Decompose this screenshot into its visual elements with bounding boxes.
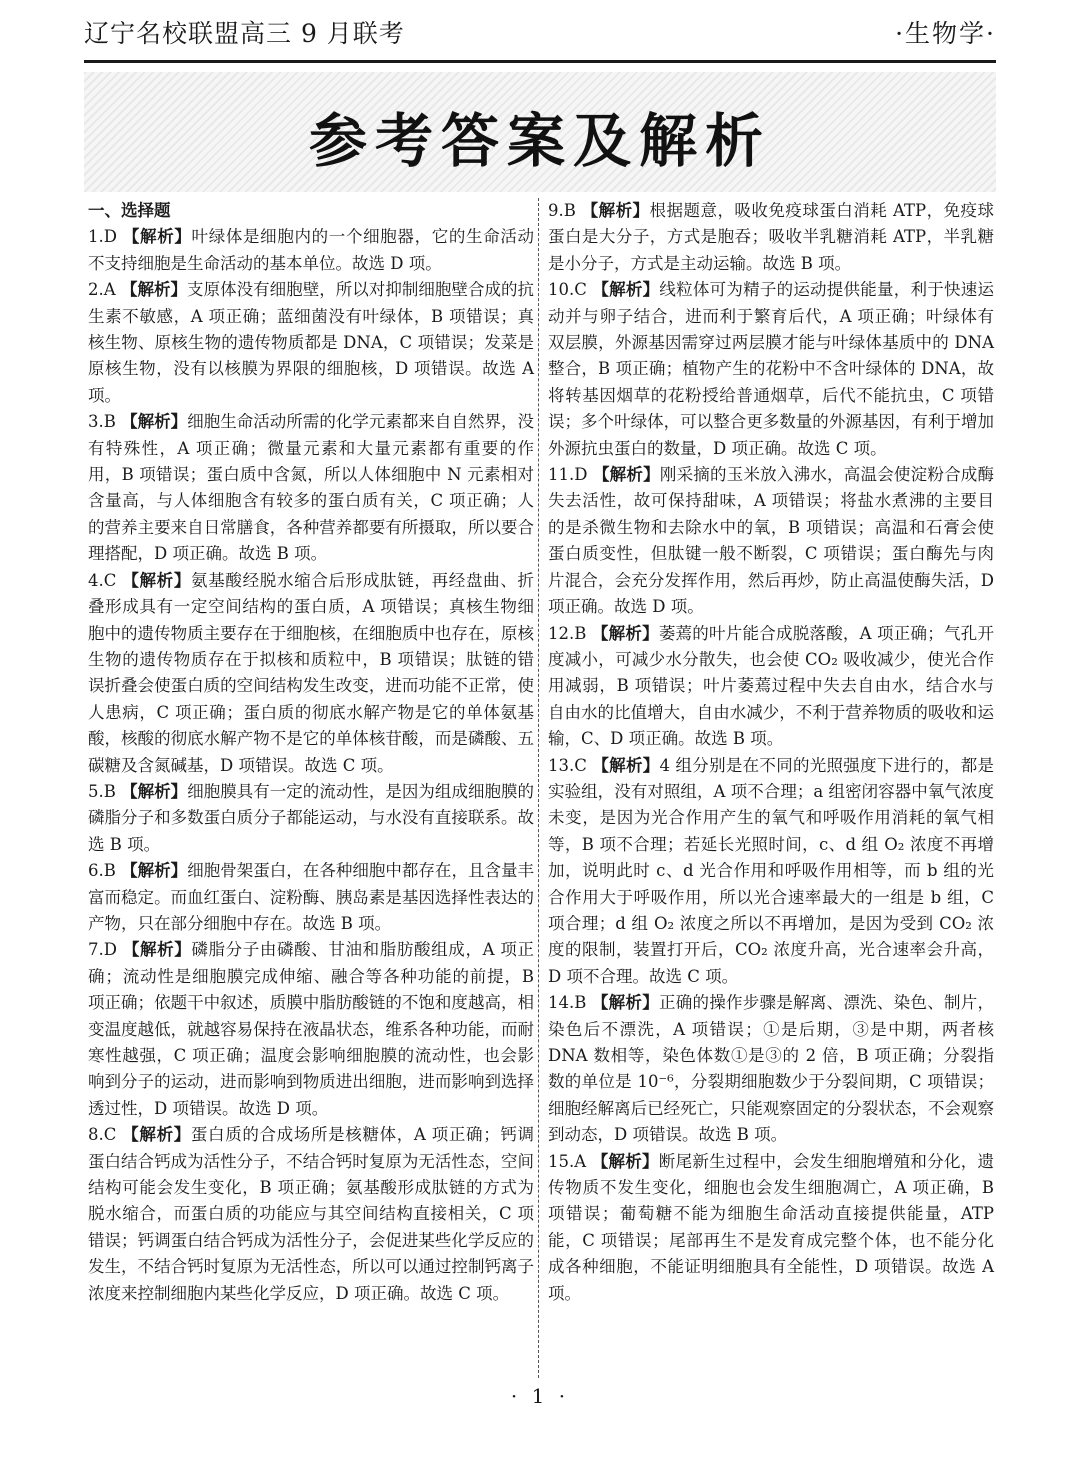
analysis-text: 萎蔫的叶片能合成脱落酸，A 项正确；气孔开度减小，可减少水分散失，也会使 CO₂ 吸收减少，使光合作用减弱，B 项错误；叶片萎蔫过程中失去自由水，结合水与自由水的比值增大，自由水减少，不利于营养物质的吸收和运输，C、D 项正确。故选 B 项。 <box>548 623 994 749</box>
answer-number: 7.D <box>88 940 117 960</box>
answer-number: 3.B <box>88 412 116 432</box>
analysis-tag: 【解析】 <box>122 940 192 960</box>
answer-item <box>88 409 534 567</box>
analysis-text: 细胞生命活动所需的化学元素都来自自然界，没有特殊性，A 项正确；微量元素和大量元素都有重要的作用，B 项错误；蛋白质中含氮，所以人体细胞中 N 元素相对含量高，与人体细胞含有较多的蛋白质有关，C 项正确；人的营养主要来自日常膳食，各种营养都要有所摄取，所以要合理搭配，D 项正确。故选 B 项。 <box>88 412 535 564</box>
analysis-tag: 【解析】 <box>592 280 660 300</box>
answer-item <box>548 753 994 991</box>
analysis-text: 线粒体可为精子的运动提供能量，利于快速运动并与卵子结合，进而利于繁育后代，A 项正确；叶绿体有双层膜，外源基因需穿过两层膜才能与叶绿体基质中的 DNA 整合，B 项正确；植物产生的花粉中不含叶绿体的 DNA，故将转基因烟草的花粉授给普通烟草，后代不能抗虫，C 项错误；多个叶绿体，可以整合更多数量的外源基因，有利于增加外源抗虫蛋白的数量，D 项正确。故选 C 项。 <box>548 280 995 458</box>
analysis-tag: 【解析】 <box>122 227 192 247</box>
answer-item <box>548 1149 994 1307</box>
left-column <box>88 198 534 1307</box>
title-band <box>84 72 996 192</box>
answer-item <box>88 937 534 1122</box>
answer-number: 8.C <box>88 1125 117 1145</box>
column-divider <box>538 198 539 1378</box>
analysis-tag: 【解析】 <box>591 1151 659 1171</box>
analysis-tag: 【解析】 <box>592 755 660 775</box>
answer-number: 9.B <box>548 201 576 220</box>
analysis-text: 根据题意，吸收免疫球蛋白消耗 ATP，免疫球蛋白是大分子，方式是胞吞；吸收半乳糖消耗 ATP，半乳糖是小分子，方式是主动运输。故选 B 项。 <box>548 201 995 273</box>
answer-item <box>548 621 994 753</box>
answer-number: 10.C <box>548 280 587 300</box>
analysis-tag: 【解析】 <box>122 570 192 590</box>
analysis-text: 支原体没有细胞壁，所以对抑制细胞壁合成的抗生素不敏感，A 项正确；蓝细菌没有叶绿体，B 项错误；真核生物、原核生物的遗传物质都是 DNA，C 项错误；发菜是原核生物，没有以核膜为界限的细胞核，D 项错误。故选 A 项。 <box>88 280 535 405</box>
answer-item <box>88 1122 534 1307</box>
answer-number: 5.B <box>88 781 116 801</box>
page-title: 参考答案及解析 <box>308 107 771 175</box>
answer-number: 6.B <box>88 861 116 881</box>
analysis-text: 叶绿体是细胞内的一个细胞器，它的生命活动不支持细胞是生命活动的基本单位。故选 D 项。 <box>88 227 535 273</box>
analysis-tag: 【解析】 <box>121 861 188 881</box>
answer-number: 1.D <box>88 227 117 247</box>
analysis-tag: 【解析】 <box>592 465 660 485</box>
answer-number: 14.B <box>548 993 587 1013</box>
answer-item <box>548 277 994 462</box>
answer-number: 11.D <box>548 465 588 485</box>
analysis-tag: 【解析】 <box>120 280 188 300</box>
answer-item <box>548 198 994 277</box>
analysis-tag: 【解析】 <box>591 623 659 643</box>
analysis-text: 磷脂分子由磷酸、甘油和脂肪酸组成，A 项正确；流动性是细胞膜完成伸缩、融合等各种功能的前提，B 项正确；依题干中叙述，质膜中脂肪酸链的不饱和度越高，相变温度越低，就越容易保持在液晶状态，维系各种功能，而耐寒性越强，C 项正确；温度会影响细胞膜的流动性，也会影响到分子的运动，进而影响到物质进出细胞，进而影响到选择透过性，D 项错误。故选 D 项。 <box>88 940 534 1118</box>
answer-number: 12.B <box>548 623 587 643</box>
analysis-text: 刚采摘的玉米放入沸水，高温会使淀粉合成酶失去活性，故可保持甜味，A 项错误；将盐水煮沸的主要目的是杀微生物和去除水中的氧，B 项错误；高温和石膏会使蛋白质变性，但肽键一般不断裂，C 项错误；蛋白酶先与肉片混合，会充分发挥作用，然后再炒，防止高温使酶失活，D 项正确。故选 D 项。 <box>548 465 995 617</box>
analysis-text: 氨基酸经脱水缩合后形成肽链，再经盘曲、折叠形成具有一定空间结构的蛋白质，A 项错误；真核生物细胞中的遗传物质主要存在于细胞核，在细胞质中也存在，原核生物的遗传物质存在于拟核和质粒中，B 项错误；肽链的错误折叠会使蛋白质的空间结构发生改变，进而功能不正常，使人患病，C 项正确；蛋白质的彻底水解产物是它的单体氨基酸，核酸的彻底水解产物不是它的单体核苷酸，而是磷酸、五碳糖及含氮碱基，D 项错误。故选 C 项。 <box>88 570 535 775</box>
analysis-tag: 【解析】 <box>121 412 188 432</box>
answer-item <box>88 568 534 779</box>
analysis-text: 蛋白质的合成场所是核糖体，A 项正确；钙调蛋白结合钙成为活性分子，不结合钙时复原为无活性态，空间结构可能会发生变化，B 项正确；氨基酸形成肽链的方式为脱水缩合，而蛋白质的功能应与其空间结构直接相关，C 项错误；钙调蛋白结合钙成为活性分子，会促进某些化学反应的发生，不结合钙时复原为无活性态，所以可以通过控制钙离子浓度来控制细胞内某些化学反应，D 项正确。故选 C 项。 <box>88 1125 534 1303</box>
answer-item <box>88 779 534 858</box>
analysis-text: 4 组分别是在不同的光照强度下进行的，都是实验组，没有对照组，A 项不合理；a 组密闭容器中氧气浓度未变，是因为光合作用产生的氧气和呼吸作用消耗的氧气相等，B 项不合理；若延长光照时间，c、d 组 O₂ 浓度不再增加，说明此时 c、d 光合作用和呼吸作用相等，而 b 组的光合作用大于呼吸作用，所以光合速率最大的一组是 b 组，C 项合理；d 组 O₂ 浓度之所以不再增加，是因为受到 CO₂ 浓度的限制，装置打开后，CO₂ 浓度升高，光合速率会升高，D 项不合理。故选 C 项。 <box>548 755 995 986</box>
page-number: · 1 · <box>510 1384 570 1408</box>
analysis-text: 细胞骨架蛋白，在各种细胞中都存在，且含量丰富而稳定。而血红蛋白、淀粉酶、胰岛素是基因选择性表达的产物，只在部分细胞中存在。故选 B 项。 <box>88 861 535 933</box>
answer-item <box>548 990 994 1148</box>
page-header <box>84 6 996 63</box>
analysis-text: 断尾新生过程中，会发生细胞增殖和分化，遗传物质不发生变化，细胞也会发生细胞凋亡，A 项正确，B 项错误；葡萄糖不能为细胞生命活动直接提供能量，ATP 能，C 项错误；尾部再生不是发育成完整个体，也不能分化成各种细胞，不能证明细胞具有全能性，D 项错误。故选 A 项。 <box>548 1151 995 1303</box>
answer-item <box>88 224 534 277</box>
subject-label: ·生物学· <box>895 19 996 48</box>
analysis-tag: 【解析】 <box>121 781 188 801</box>
answer-number: 15.A <box>548 1151 587 1171</box>
analysis-text: 正确的操作步骤是解离、漂洗、染色、制片，染色后不漂洗，A 项错误；①是后期，③是中期，两者核 DNA 数相等，染色体数①是③的 2 倍，B 项正确；分裂指数的单位是 10⁻⁶，分裂期细胞数少于分裂间期，C 项错误；细胞经解离后已经死亡，只能观察固定的分裂状态，不会观察到动态，D 项错误。故选 B 项。 <box>548 993 994 1145</box>
right-column <box>548 198 994 1307</box>
analysis-text: 细胞膜具有一定的流动性，是因为组成细胞膜的磷脂分子和多数蛋白质分子都能运动，与水没有直接联系。故选 B 项。 <box>88 781 535 854</box>
answer-number: 2.A <box>88 280 116 300</box>
answer-item <box>548 462 994 620</box>
answer-item <box>88 277 534 409</box>
section-title: 一、选择题 <box>88 201 171 220</box>
answer-item <box>88 858 534 937</box>
analysis-tag: 【解析】 <box>581 201 650 220</box>
answer-number: 4.C <box>88 570 117 590</box>
analysis-tag: 【解析】 <box>591 993 659 1013</box>
exam-title: 辽宁名校联盟高三 9 月联考 <box>84 19 405 48</box>
answer-number: 13.C <box>548 755 587 775</box>
analysis-tag: 【解析】 <box>122 1125 191 1145</box>
